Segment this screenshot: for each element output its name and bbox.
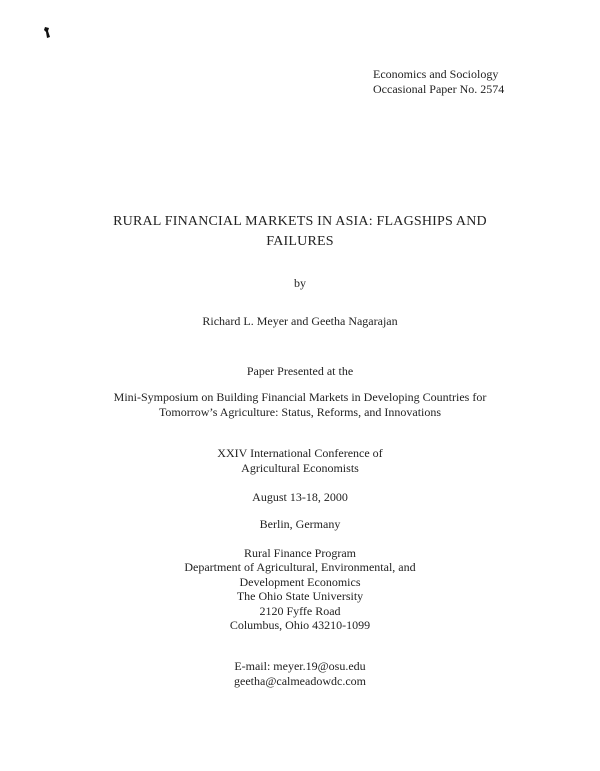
paper-title — [100, 212, 500, 252]
series-name: Economics and Sociology — [373, 67, 499, 81]
address-line-1: Rural Finance Program — [244, 546, 356, 560]
contact-email-2: geetha@calmeadowdc.com — [234, 674, 366, 688]
paper-series-header — [373, 67, 504, 97]
conference-line-2: Agricultural Economists — [241, 461, 359, 475]
title-line-2: FAILURES — [266, 234, 334, 249]
address-line-5: 2120 Fyffe Road — [259, 604, 341, 618]
contact-email-1: E-mail: meyer.19@osu.edu — [234, 659, 366, 673]
symposium-line-1: Mini-Symposium on Building Financial Markets in Developing Countries for — [113, 390, 487, 404]
title-line-1: RURAL FINANCIAL MARKETS IN ASIA: FLAGSHIPS AND — [113, 214, 487, 229]
presented-at-label: Paper Presented at the — [246, 364, 354, 378]
paper-number: Occasional Paper No. 2574 — [373, 82, 505, 96]
scan-artifact-mark — [44, 27, 50, 38]
conference-location: Berlin, Germany — [259, 517, 341, 531]
address-line-3: Development Economics — [239, 575, 361, 589]
by-label: by — [294, 276, 306, 290]
authors: Richard L. Meyer and Geetha Nagarajan — [202, 314, 398, 328]
symposium-line-2: Tomorrow’s Agriculture: Status, Reforms, and Innovations — [158, 405, 442, 419]
address-line-6: Columbus, Ohio 43210-1099 — [229, 618, 371, 632]
address-line-4: The Ohio State University — [236, 589, 364, 603]
address-line-2: Department of Agricultural, Environmental, and — [184, 560, 416, 574]
conference-line-1: XXIV International Conference of — [217, 446, 383, 460]
conference-dates: August 13-18, 2000 — [252, 490, 348, 504]
